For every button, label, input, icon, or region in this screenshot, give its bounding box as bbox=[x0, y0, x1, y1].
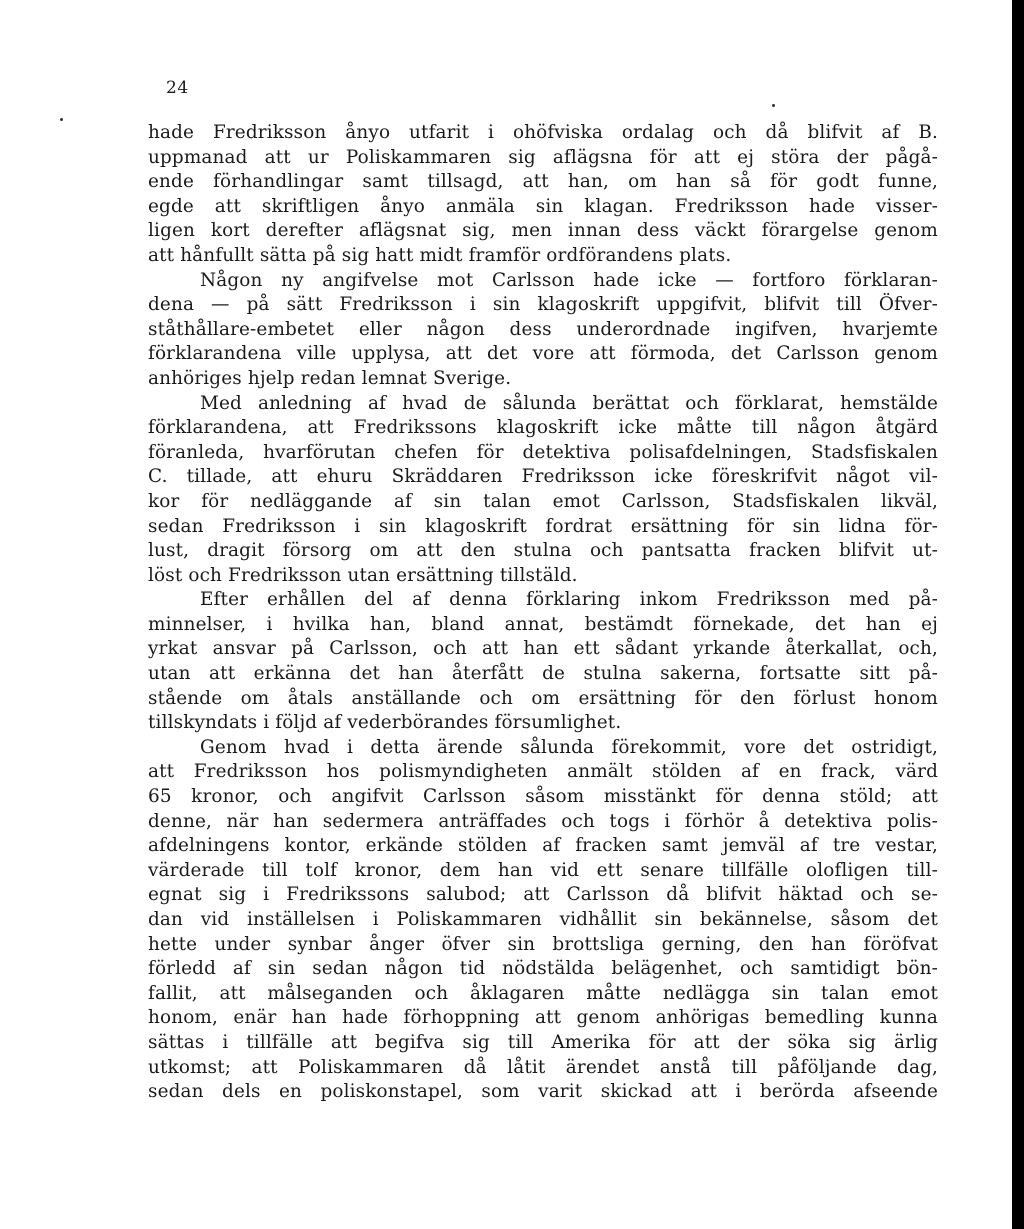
scan-speck bbox=[60, 118, 63, 121]
body-text bbox=[148, 121, 938, 1105]
text-line: föranleda, hvarförutan chefen för detektiva polisafdelningen, Stadsfiskalen bbox=[148, 441, 938, 463]
text-line: tillskyndats i följd af vederbörandes försumlighet. bbox=[148, 712, 622, 734]
text-line: afdelningens kontor, erkände stölden af fracken samt jemväl af tre vestar, bbox=[148, 835, 938, 857]
text-line: honom, enär han hade förhoppning att genom anhörigas bemedling kunna bbox=[148, 1007, 938, 1029]
text-line: minnelser, i hvilka han, bland annat, bestämdt förnekade, det han ej bbox=[148, 613, 938, 635]
text-line: förklarandena, att Fredrikssons klagoskrift icke måtte till någon åtgärd bbox=[148, 417, 938, 439]
text-line: kor för nedläggande af sin talan emot Carlsson, Stadsfiskalen likväl, bbox=[148, 490, 938, 512]
text-line: yrkat ansvar på Carlsson, och att han ett sådant yrkande återkallat, och, bbox=[148, 638, 938, 660]
page-number: 24 bbox=[166, 78, 189, 98]
text-line: denne, när han sedermera anträffades och togs i förhör å detektiva polis- bbox=[148, 810, 938, 832]
text-line: dena — på sätt Fredriksson i sin klagoskrift uppgifvit, blifvit till Öfver- bbox=[148, 294, 938, 316]
text-line: hade Fredriksson ånyo utfarit i ohöfviska ordalag och då blifvit af B. bbox=[148, 122, 938, 143]
text-line: förklarandena ville upplysa, att det vore att förmoda, det Carlsson genom bbox=[148, 343, 938, 365]
text-line: utkomst; att Poliskammaren då låtit ärendet anstå till påföljande dag, bbox=[148, 1056, 938, 1078]
text-line: C. tillade, att ehuru Skräddaren Fredriksson icke föreskrifvit något vil- bbox=[148, 466, 938, 488]
text-line: förledd af sin sedan någon tid nödstälda belägenhet, och samtidigt bön- bbox=[148, 958, 938, 980]
text-line: Genom hvad i detta ärende sålunda förekommit, vore det ostridigt, bbox=[200, 736, 938, 758]
text-line: utan att erkänna det han återfått de stulna sakerna, fortsatte sitt på- bbox=[148, 663, 938, 685]
text-line: ståthållare-embetet eller någon dess underordnade ingifven, hvarjemte bbox=[148, 318, 938, 340]
text-line: sättas i tillfälle att begifva sig till Amerika för att der söka sig ärlig bbox=[148, 1031, 938, 1053]
text-line: Någon ny angifvelse mot Carlsson hade icke — fortforo förklaran- bbox=[200, 269, 938, 291]
text-line: dan vid inställelsen i Poliskammaren vidhållit sin bekännelse, såsom det bbox=[148, 909, 938, 930]
scan-border bbox=[1012, 0, 1024, 1229]
text-line: lust, dragit försorg om att den stulna och pantsatta fracken blifvit ut- bbox=[148, 540, 938, 562]
text-line: ligen kort derefter aflägsnat sig, men innan dess väckt förargelse genom bbox=[148, 220, 938, 242]
text-line: sedan dels en poliskonstapel, som varit skickad att i berörda afseende bbox=[148, 1081, 938, 1103]
text-line: värderade till tolf kronor, dem han vid ett senare tillfälle olofligen till- bbox=[148, 859, 938, 881]
text-line: hette under synbar ånger öfver sin brottsliga gerning, den han föröfvat bbox=[148, 933, 938, 955]
scan-speck bbox=[772, 104, 775, 107]
text-line: fallit, att målseganden och åklagaren måtte nedlägga sin talan emot bbox=[148, 982, 938, 1004]
text-line: Efter erhållen del af denna förklaring inkom Fredriksson med på- bbox=[200, 589, 938, 611]
text-line: Med anledning af hvad de sålunda berättat och förklarat, hemstälde bbox=[200, 392, 938, 414]
text-line: egnat sig i Fredrikssons salubod; att Carlsson då blifvit häktad och se- bbox=[148, 884, 938, 906]
text-line: att Fredriksson hos polismyndigheten anmält stölden af en frack, värd bbox=[148, 761, 938, 783]
text-line: löst och Fredriksson utan ersättning tillstäld. bbox=[148, 564, 578, 586]
text-line: uppmanad att ur Poliskammaren sig aflägsna för att ej störa der pågå- bbox=[148, 146, 938, 168]
text-line: ende förhandlingar samt tillsagd, att han, om han så för godt funne, bbox=[148, 171, 938, 193]
text-line: stående om åtals anställande och om ersättning för den förlust honom bbox=[148, 687, 938, 709]
text-line: anhöriges hjelp redan lemnat Sverige. bbox=[148, 367, 512, 389]
text-line: att hånfullt sätta på sig hatt midt framför ordförandens plats. bbox=[148, 244, 732, 266]
text-line: sedan Fredriksson i sin klagoskrift fordrat ersättning för sin lidna för- bbox=[148, 515, 938, 537]
text-line: egde att skriftligen ånyo anmäla sin klagan. Fredriksson hade visser- bbox=[148, 195, 938, 217]
text-line: 65 kronor, och angifvit Carlsson såsom misstänkt för denna stöld; att bbox=[148, 786, 938, 808]
